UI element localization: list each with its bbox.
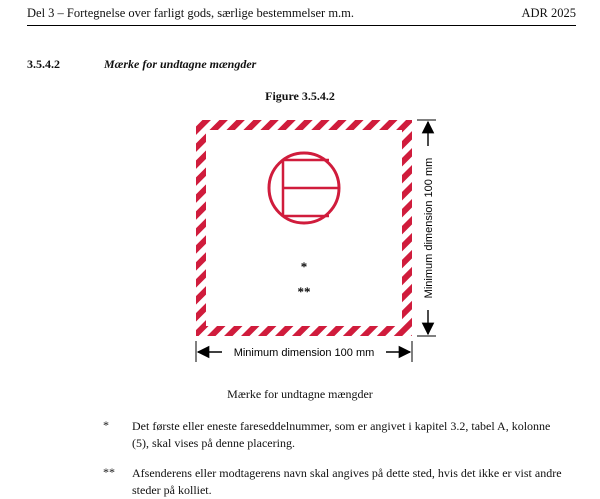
note-marker-2: ** (103, 465, 115, 479)
figure-title: Figure 3.5.4.2 (265, 89, 335, 103)
figure-caption: Mærke for undtagne mængder (227, 387, 373, 401)
note-text-1: Det første eller eneste fareseddelnummer, som er angivet i kapitel 3.2, tabel A, kolonne (5), skal vises på denne placering. (132, 419, 551, 450)
running-header-edition: ADR 2025 (521, 6, 576, 20)
horizontal-dimension (196, 341, 412, 362)
vertical-dimension (417, 120, 436, 336)
excepted-quantities-mark-figure (0, 110, 600, 370)
note-marker-1: * (103, 418, 109, 432)
section-number: 3.5.4.2 (27, 57, 60, 71)
vertical-dimension-label: Minimum dimension 100 mm (423, 157, 435, 299)
label-number-placeholder: * (300, 259, 308, 274)
consignor-name-placeholder: ** (297, 284, 311, 299)
running-header-title: Del 3 – Fortegnelse over farligt gods, særlige bestemmelser m.m. (27, 6, 355, 20)
header-divider (27, 25, 576, 26)
horizontal-dimension-label: Minimum dimension 100 mm (233, 347, 375, 359)
note-text-2: Afsenderens eller modtagerens navn skal angives på dette sted, hvis det ikke er vist andre steder på kolliet. (132, 466, 562, 497)
section-title: Mærke for undtagne mængder (104, 57, 257, 71)
